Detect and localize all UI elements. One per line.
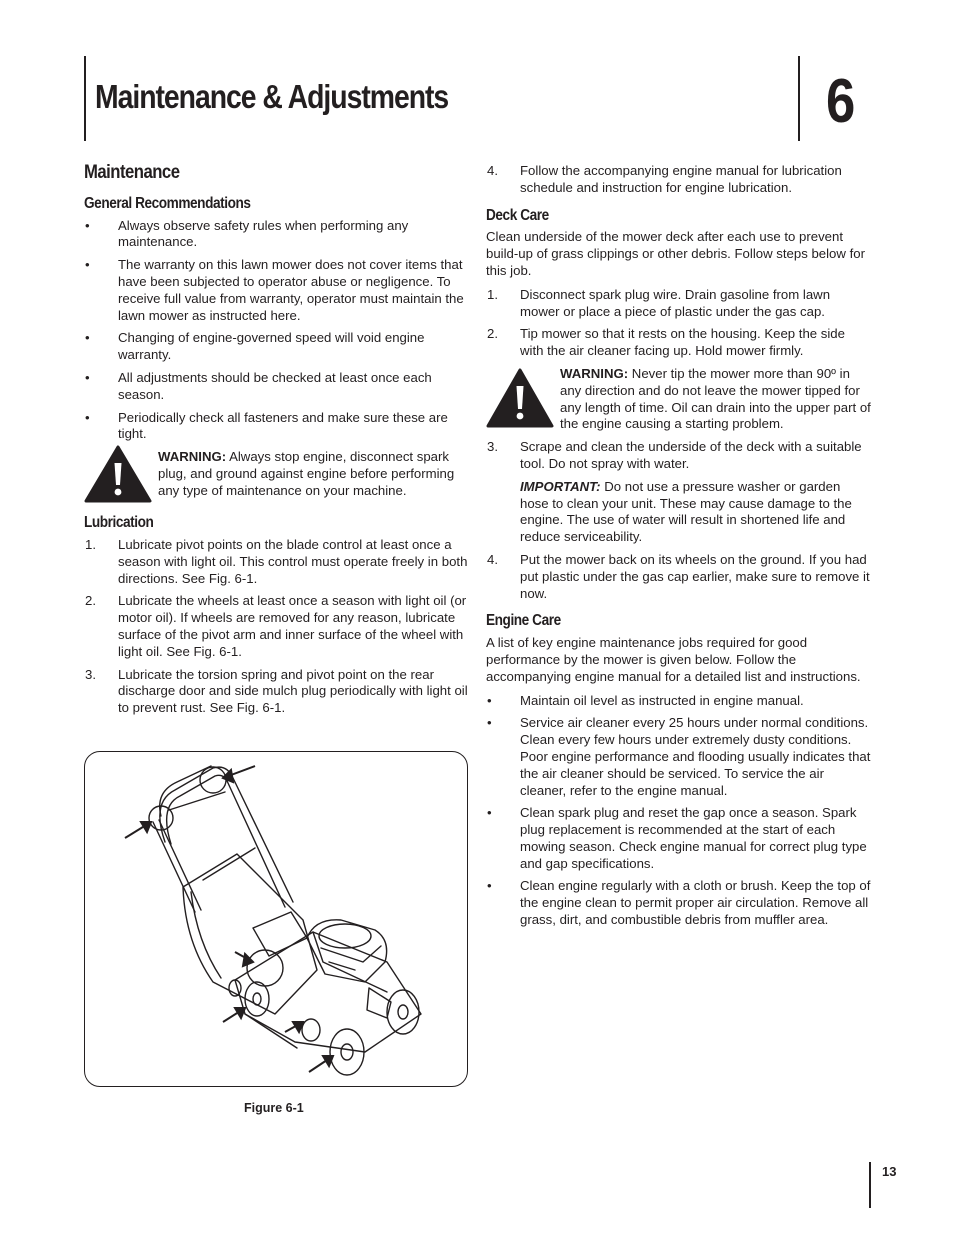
list-item-text: Service air cleaner every 25 hours under normal conditions. Clean every few hours under extremely dusty conditions. Poor engine performance and flooding usually indicates that the air cleaner should be serviced. To service the air cleaner, refer to the engine manual. <box>520 715 871 798</box>
list-item <box>486 715 872 799</box>
warning-label: WARNING: <box>158 449 227 465</box>
list-item <box>486 878 872 928</box>
list-item-text: Follow the accompanying engine manual for lubrication schedule and instruction for engine lubrication. <box>520 163 842 195</box>
important-text: Do not use a pressure washer or garden hose to clean your unit. These may cause damage to the engine. The use of water will result in shortened life and reduce serviceability. <box>520 478 852 545</box>
step-number: 3. <box>487 439 498 455</box>
list-item <box>84 667 474 717</box>
bullet-marker: • <box>487 805 492 821</box>
list-item <box>486 552 872 602</box>
list-item <box>486 693 872 710</box>
list-item <box>84 537 474 587</box>
deck-care-intro: Clean underside of the mower deck after each use to prevent build-up of grass clippings or other debris. Follow steps below for this job. <box>486 229 865 278</box>
warning-icon <box>486 368 554 428</box>
header-right-rule <box>798 56 800 141</box>
figure-caption: Figure 6-1 <box>244 1101 304 1115</box>
list-item <box>84 330 474 364</box>
list-item-text: Tip mower so that it rests on the housing. Keep the side with the air cleaner facing up. Hold mower firmly. <box>520 326 845 359</box>
bullet-marker: • <box>85 369 90 385</box>
warning-label: WARNING: <box>560 365 629 381</box>
list-item-text: Put the mower back on its wheels on the ground. If you had put plastic under the gas cap earlier, make sure to remove it now. <box>520 551 870 601</box>
warning-block <box>84 449 474 509</box>
bullet-marker: • <box>487 715 492 731</box>
warning-text: Always stop engine, disconnect spark plug, and ground against engine before performing any type of maintenance on your machine. <box>158 449 455 498</box>
header-left-rule <box>84 56 86 141</box>
list-item-text: Lubricate the wheels at least once a season with light oil (or motor oil). If wheels are removed for any reason, lubricate surface of the pivot arm and inner surface of the wheel with light oil. See Fig. 6-1. <box>118 593 467 659</box>
step-number: 4. <box>487 163 498 178</box>
list-item <box>486 287 872 321</box>
list-item-text: Lubricate pivot points on the blade control at least once a season with light oil. This control must operate freely in both directions. See Fig. 6-1. <box>118 536 468 586</box>
subheading-lubrication: Lubrication <box>84 514 154 532</box>
list-item <box>486 805 872 872</box>
list-item <box>486 326 872 360</box>
warning-block <box>486 366 872 433</box>
list-item <box>486 439 872 473</box>
list-item-text: Clean spark plug and reset the gap once a season. Spark plug replacement is recommended at the start of each mowing season. Check engine manual for correct plug type and gap specifications. <box>520 805 867 871</box>
bullet-marker: • <box>487 878 492 894</box>
section-heading-maintenance: Maintenance <box>84 162 180 183</box>
bullet-marker: • <box>85 409 90 425</box>
chapter-number: 6 <box>826 67 854 136</box>
right-column <box>486 163 872 935</box>
list-item-text: Always observe safety rules when performing any maintenance. <box>118 217 409 250</box>
list-item-text: Clean engine regularly with a cloth or brush. Keep the top of the engine clean to permit proper air circulation. Remove all grass, dirt, and combustible debris from muffler area. <box>520 878 871 928</box>
list-item <box>84 218 474 252</box>
list-item <box>84 410 474 444</box>
step-number: 1. <box>487 286 498 302</box>
warning-icon <box>84 445 152 503</box>
bullet-marker: • <box>85 257 90 273</box>
step-number: 3. <box>85 666 96 682</box>
lawn-mower-illustration <box>85 752 468 1087</box>
important-label: IMPORTANT: <box>520 478 601 494</box>
left-column <box>84 163 474 723</box>
footer-rule <box>869 1162 871 1208</box>
list-item-text: Disconnect spark plug wire. Drain gasoline from lawn mower or place a piece of plastic under the gas cap. <box>520 286 831 319</box>
page-number: 13 <box>882 1164 897 1179</box>
list-item-text: Changing of engine-governed speed will void engine warranty. <box>118 330 425 363</box>
list-item-text: Lubricate the torsion spring and pivot point on the rear discharge door and side mulch plug periodically with light oil to prevent rust. See Fig. 6-1. <box>118 666 468 716</box>
figure-6-1 <box>84 751 468 1087</box>
page-title: Maintenance & Adjustments <box>95 78 449 115</box>
list-item-text: Maintain oil level as instructed in engine manual. <box>520 692 804 708</box>
list-item-text: The warranty on this lawn mower does not cover items that have been subjected to operator abuse or negligence. To receive full value from warranty, operator must maintain the lawn mower as instructed here. <box>118 257 464 323</box>
subheading-general-recommendations: General Recommendations <box>84 194 251 212</box>
list-item-text: Scrape and clean the underside of the deck with a suitable tool. Do not spray with water. <box>520 439 862 471</box>
list-item-text: All adjustments should be checked at least once each season. <box>118 369 432 402</box>
subheading-deck-care: Deck Care <box>486 206 549 224</box>
list-item-text: Periodically check all fasteners and make sure these are tight. <box>118 409 448 442</box>
engine-care-intro: A list of key engine maintenance jobs required for good performance by the mower is given below. Follow the accompanying engine manual for a detailed list and instructions. <box>486 635 861 684</box>
list-item <box>84 593 474 660</box>
step-number: 4. <box>487 551 498 567</box>
bullet-marker: • <box>487 692 492 708</box>
step-number: 2. <box>85 593 96 609</box>
list-item <box>84 257 474 324</box>
step-number: 1. <box>85 536 96 552</box>
subheading-engine-care: Engine Care <box>486 612 561 630</box>
bullet-marker: • <box>85 217 90 233</box>
bullet-marker: • <box>85 330 90 346</box>
warning-text: Never tip the mower more than 90º in any direction and do not leave the mower tipped for any length of time. Oil can drain into the upper part of the engine causing a starting problem. <box>560 365 871 432</box>
list-item <box>84 370 474 404</box>
step-number: 2. <box>487 326 498 342</box>
important-note <box>520 479 872 546</box>
list-item <box>486 163 872 197</box>
